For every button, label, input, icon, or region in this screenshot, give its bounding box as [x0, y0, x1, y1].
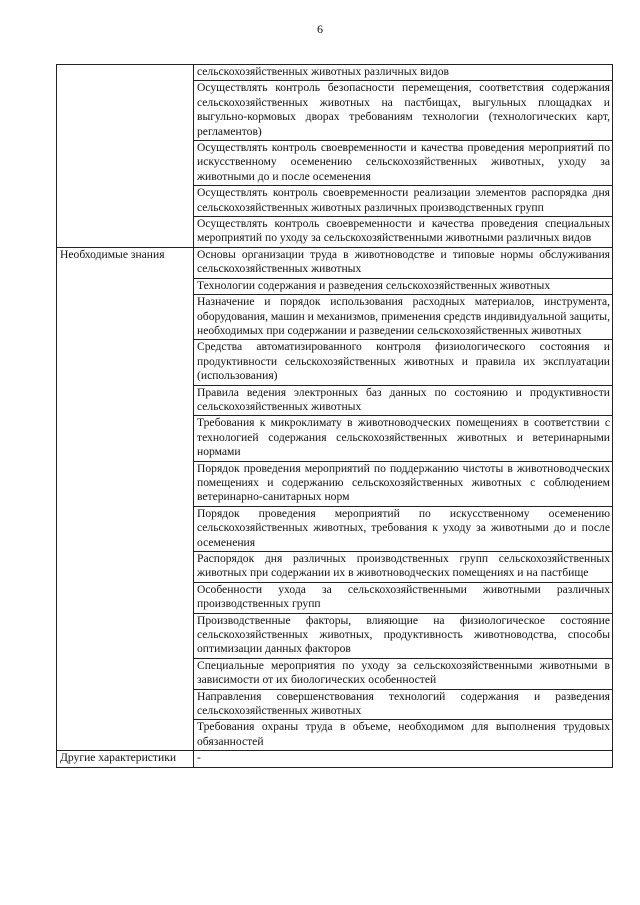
page-number: 6: [317, 22, 323, 36]
requirement-cell: Назначение и порядок использования расходных материалов, инструмента, оборудования, машин и механизмов, применения средств индивидуальной защиты, необходимых при содержании и разведении сельскохозяйственных животных: [194, 295, 613, 340]
table-row: [57, 247, 613, 278]
requirement-cell: Осуществлять контроль своевременности реализации элементов распорядка дня сельскохозяйственных животных различных производственных групп: [194, 186, 613, 217]
requirement-cell: Правила ведения электронных баз данных по состоянию и продуктивности сельскохозяйственных животных: [194, 385, 613, 416]
requirement-cell: Специальные мероприятия по уходу за сельскохозяйственными животными в зависимости от их биологических особенностей: [194, 658, 613, 689]
table-row: [57, 65, 613, 81]
requirement-cell: Осуществлять контроль своевременности и качества проведения специальных мероприятий по уходу за сельскохозяйственными животными различных видов: [194, 217, 613, 248]
requirement-cell: Осуществлять контроль своевременности и качества проведения мероприятий по искусственному осеменению сельскохозяйственных животных, уходу за животными до и после осеменения: [194, 141, 613, 186]
requirement-cell: Распорядок дня различных производственных групп сельскохозяйственных животных при содержании их в животноводческих помещениях и на пастбище: [194, 552, 613, 583]
necessary-knowledge-label: Необходимые знания: [57, 247, 194, 750]
requirement-cell: Особенности ухода за сельскохозяйственными животными различных производственных групп: [194, 582, 613, 613]
requirement-cell: Средства автоматизированного контроля физиологического состояния и продуктивности сельскохозяйственных животных и правила их эксплуатации (использования): [194, 340, 613, 385]
requirement-cell: Осуществлять контроль безопасности перемещения, соответствия содержания сельскохозяйственных животных на пастбищах, выгульных площадках и выгульно-кормовых дворах требованиям технологии (технологических карт, регламентов): [194, 81, 613, 141]
requirement-cell: сельскохозяйственных животных различных видов: [194, 65, 613, 81]
table-row: [57, 751, 613, 767]
row-label-cell: [57, 65, 194, 248]
requirement-cell: Порядок проведения мероприятий по искусственному осеменению сельскохозяйственных животных, требования к уходу за животными до и после осеменения: [194, 506, 613, 551]
requirements-table: [56, 64, 613, 768]
requirement-cell: Направления совершенствования технологий содержания и разведения сельскохозяйственных животных: [194, 689, 613, 720]
other-characteristics-label: Другие характеристики: [57, 751, 194, 767]
requirement-cell: Требования охраны труда в объеме, необходимом для выполнения трудовых обязанностей: [194, 720, 613, 751]
requirement-cell: Технологии содержания и разведения сельскохозяйственных животных: [194, 278, 613, 294]
requirement-cell: Основы организации труда в животноводстве и типовые нормы обслуживания сельскохозяйственных животных: [194, 247, 613, 278]
requirement-cell: Порядок проведения мероприятий по поддержанию чистоты в животноводческих помещениях и содержанию сельскохозяйственных животных с соблюдением ветеринарно-санитарных норм: [194, 461, 613, 506]
requirement-cell: Производственные факторы, влияющие на физиологическое состояние сельскохозяйственных животных, продуктивность животноводства, способы оптимизации данных факторов: [194, 613, 613, 658]
requirement-cell: Требования к микроклимату в животноводческих помещениях в соответствии с технологией содержания сельскохозяйственных животных и ветеринарными нормами: [194, 416, 613, 461]
other-characteristics-value: -: [194, 751, 613, 767]
